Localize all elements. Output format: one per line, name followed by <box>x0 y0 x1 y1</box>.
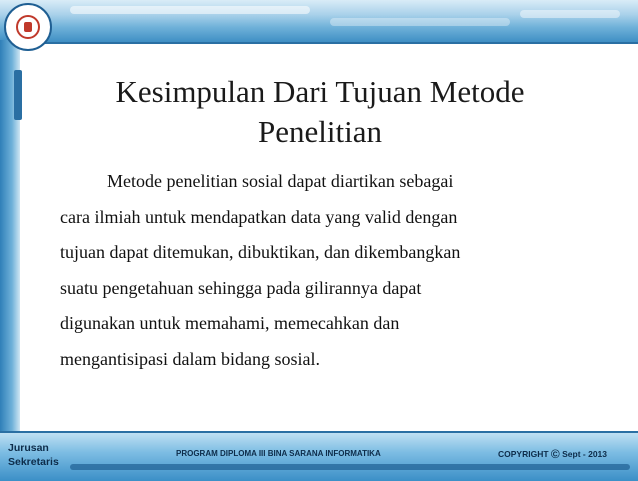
slide-title <box>60 72 580 152</box>
copyright-icon: © <box>550 447 560 461</box>
logo-core <box>24 22 32 32</box>
copyright-suffix: Sept - 2013 <box>562 449 608 459</box>
body-line: suatu pengetahuan sehingga pada gilirannya dapat <box>60 277 422 298</box>
slide-footer <box>0 431 638 481</box>
body-line: mengantisipasi dalam bidang sosial. <box>60 348 320 369</box>
title-line: Penelitian <box>258 114 382 149</box>
copyright-prefix: COPYRIGHT <box>498 449 549 459</box>
left-bracket <box>14 70 22 120</box>
body-line: cara ilmiah untuk mendapatkan data yang valid dengan <box>60 206 458 227</box>
department-label <box>8 441 68 469</box>
body-line: Metode penelitian sosial dapat diartikan sebagai <box>107 171 454 191</box>
footer-bar <box>70 464 630 470</box>
program-label: PROGRAM DIPLOMA III BINA SARANA INFORMATIKA <box>176 449 381 458</box>
body-line: digunakan untuk memahami, memecahkan dan <box>60 313 400 333</box>
title-line: Kesimpulan Dari Tujuan Metode <box>115 74 525 109</box>
banner-stripe <box>520 10 620 18</box>
top-banner <box>0 0 638 44</box>
department-line: Sekretaris <box>8 456 59 468</box>
department-line: Jurusan <box>8 442 49 454</box>
slide-body <box>60 164 601 377</box>
banner-stripe <box>330 18 510 26</box>
body-line: tujuan dapat ditemukan, dibuktikan, dan dikembangkan <box>60 242 461 262</box>
banner-stripe <box>70 6 310 14</box>
copyright-label <box>498 447 607 461</box>
bsi-logo-icon <box>4 3 52 51</box>
